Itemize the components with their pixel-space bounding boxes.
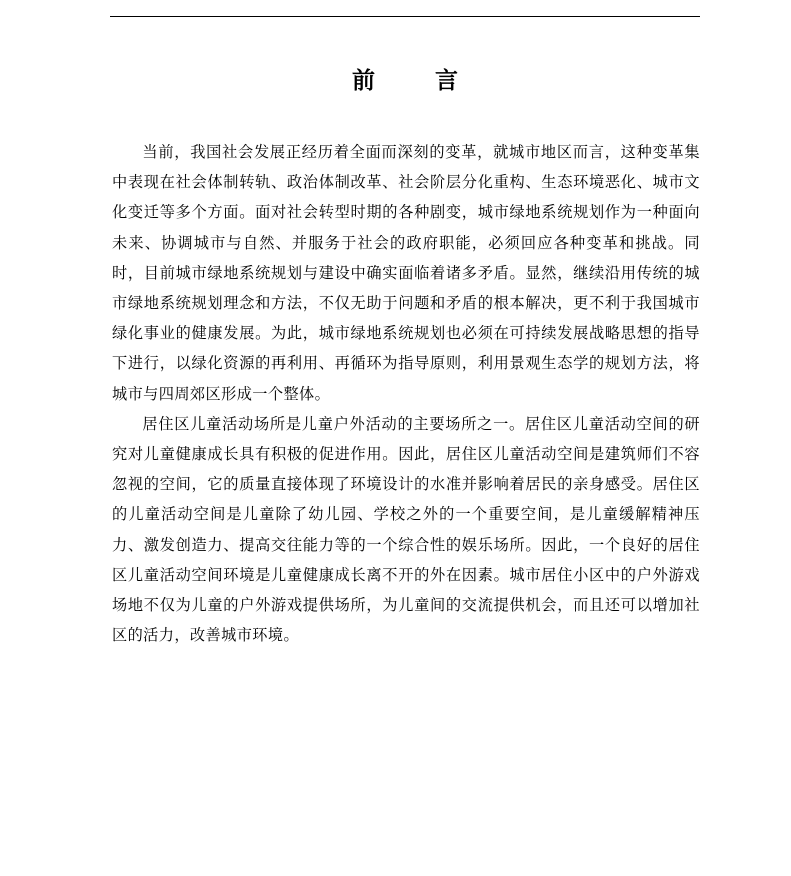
page-title-char-2: 言 <box>435 68 458 94</box>
page-title <box>110 64 700 98</box>
paragraph-2: 居住区儿童活动场所是儿童户外活动的主要场所之一。居住区儿童活动空间的研究对儿童健康成长具有积极的促进作用。因此，居住区儿童活动空间是建筑师们不容忽视的空间，它的质量直接体现了环境设计的水准并影响着居民的亲身感受。居住区的儿童活动空间是儿童除了幼儿园、学校之外的一个重要空间，是儿童缓解精神压力、激发创造力、提高交往能力等的一个综合性的娱乐场所。因此，一个良好的居住区儿童活动空间环境是儿童健康成长离不开的外在因素。城市居住小区中的户外游戏场地不仅为儿童的户外游戏提供场所，为儿童间的交流提供机会，而且还可以增加社区的活力，改善城市环境。 <box>112 414 700 645</box>
page-title-char-1: 前 <box>352 68 375 94</box>
body-text <box>112 137 700 650</box>
paragraph-1: 当前，我国社会发展正经历着全面而深刻的变革，就城市地区而言，这种变革集中表现在社会体制转轨、政治体制改革、社会阶层分化重构、生态环境恶化、城市文化变迁等多个方面。面对社会转型时期的各种剧变，城市绿地系统规划作为一种面向未来、协调城市与自然、并服务于社会的政府职能，必须回应各种变革和挑战。同时，目前城市绿地系统规划与建设中确实面临着诸多矛盾。显然，继续沿用传统的城市绿地系统规划理念和方法，不仅无助于问题和矛盾的根本解决，更不利于我国城市绿化事业的健康发展。为此，城市绿地系统规划也必须在可持续发展战略思想的指导下进行，以绿化资源的再利用、再循环为指导原则，利用景观生态学的规划方法，将城市与四周郊区形成一个整体。 <box>112 143 700 403</box>
header-rule <box>110 16 700 17</box>
